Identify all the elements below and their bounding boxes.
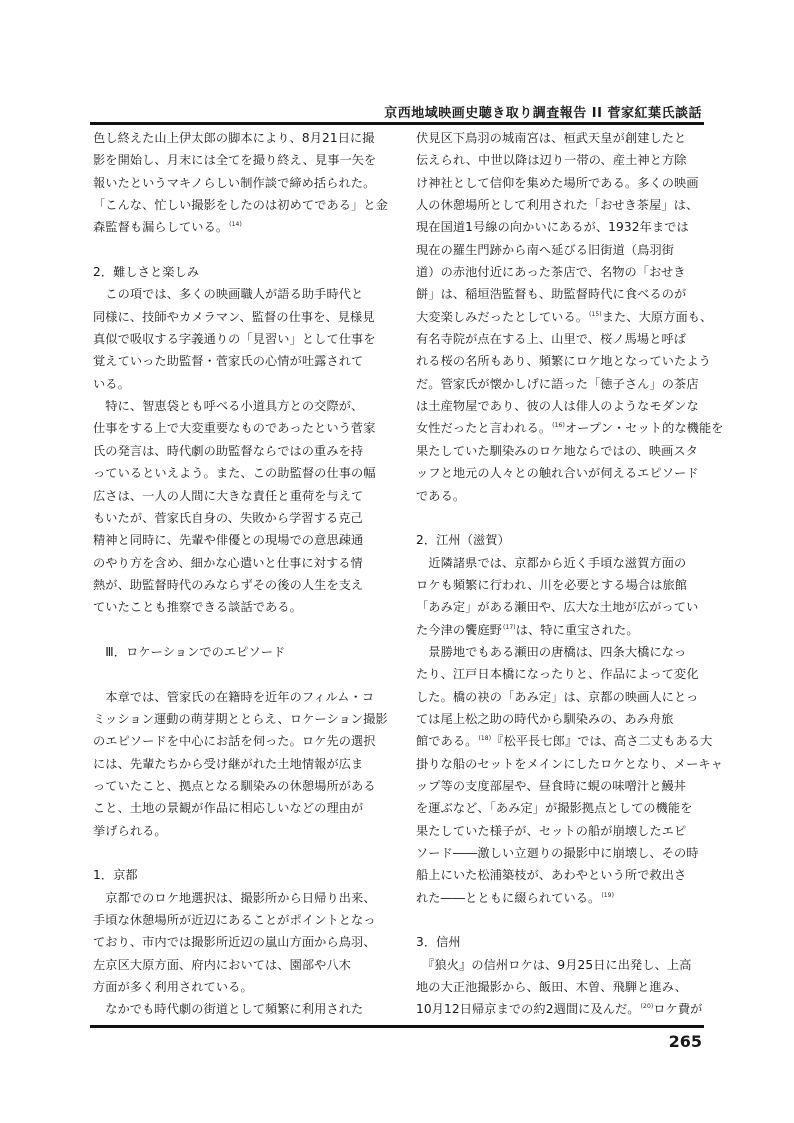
text-line — [93, 931, 389, 953]
line-text: け神社として信仰を集めた場所である。多くの映画 — [416, 175, 699, 190]
text-line — [93, 283, 389, 305]
text-line — [93, 194, 389, 216]
line-text: 館である。 — [416, 734, 478, 749]
line-text: Ⅲ．ロケーションでのエピソード — [93, 644, 286, 659]
line-text: 果たしていた馴染みのロケ地ならではの、映画スタ — [416, 443, 699, 458]
line-text: 特に、智恵袋とも呼べる小道具方との交際が、 — [93, 399, 364, 414]
text-line — [93, 417, 389, 439]
line-text: 地の大正池撮影から、飯田、木曽、飛騨と進み、 — [416, 980, 688, 995]
text-line — [416, 552, 712, 574]
text-line — [93, 820, 389, 842]
line-text: っていたこと、拠点となる馴染みの休憩場所がある — [93, 778, 376, 793]
line-text: 伝えられ、中世以降は辺り一帯の、産土神と方除 — [416, 153, 687, 168]
footnote-marker: (19) — [601, 891, 615, 899]
text-line — [416, 529, 712, 551]
text-line — [416, 462, 712, 484]
line-text: だ。管家氏が懐かしげに語った「徳子さん」の茶店 — [416, 376, 699, 391]
text-line — [416, 417, 724, 439]
line-text-continued: また、大原方面も、 — [601, 309, 713, 324]
text-line — [93, 485, 389, 507]
right-column — [416, 127, 724, 1021]
text-line — [93, 552, 389, 574]
text-line — [416, 864, 712, 886]
text-line — [93, 998, 389, 1020]
text-line — [416, 350, 712, 372]
line-text: 2．江州（滋賀） — [416, 533, 510, 548]
text-line — [416, 149, 712, 171]
text-line — [416, 216, 712, 238]
line-text: には、先輩たちから受け継がれた土地情報が広ま — [93, 756, 364, 771]
text-line — [93, 529, 389, 551]
text-line — [416, 730, 712, 752]
text-line — [416, 306, 712, 328]
text-line — [93, 306, 389, 328]
line-text: は土産物屋であり、彼の人は俳人のようなモダンな — [416, 399, 699, 414]
text-line — [416, 395, 712, 417]
line-text: 色し終えた山上伊太郎の脚本により、8月21日に撮 — [93, 131, 375, 145]
text-line — [416, 842, 712, 864]
text-line — [93, 373, 389, 395]
line-text: 果たしていた様子が、セットの船が崩壊したエピ — [416, 823, 687, 838]
text-line — [416, 574, 712, 596]
text-line — [93, 753, 389, 775]
text-line — [416, 596, 712, 618]
line-text: 「あみ定」がある瀬田や、広大な土地が広がってい — [416, 600, 699, 615]
running-header: 京西地域映画史聴き取り調査報告 II 菅家紅葉氏談話 — [384, 106, 702, 121]
text-line — [416, 663, 712, 685]
line-text: のやり方を含め、細かな心遣いと仕事に対する情 — [93, 555, 363, 570]
footnote-marker: (17) — [503, 623, 516, 631]
line-text: 手頃な休憩場所が近辺にあることがポイントとなっ — [93, 913, 376, 928]
line-text: 『狼火』の信州ロケは、9月25日に出発し、上高 — [416, 957, 692, 972]
text-line — [93, 730, 389, 752]
footer-rule — [90, 1025, 704, 1028]
footnote-marker: (20) — [640, 1003, 654, 1011]
line-text-continued: 『松平長七郎』では、高さ二丈もある大 — [491, 734, 713, 749]
line-text: 現在の羅生門跡から南へ延びる旧街道（鳥羽街 — [416, 242, 675, 257]
text-line — [93, 574, 389, 596]
line-text: ッフと地元の人々との触れ合いが伺えるエピソード — [416, 466, 699, 481]
text-line — [416, 797, 712, 819]
line-text: 道）の赤池付近にあった茶店で、名物の「おせき — [416, 265, 686, 280]
line-text: 影を開始し、月末には全てを撮り終え、見事一矢を — [93, 153, 377, 168]
line-text: 有名寺院が点在する上、山里で、桜ノ馬場と呼ば — [416, 332, 687, 347]
text-line — [93, 395, 389, 417]
text-line — [416, 708, 712, 730]
line-text: この項では、多くの映画職人が語る助手時代と — [93, 287, 364, 302]
text-line — [93, 887, 389, 909]
line-text: 2．難しさと楽しみ — [93, 265, 200, 280]
line-text: 伏見区下鳥羽の城南宮は、桓武天皇が創建したと — [416, 131, 687, 145]
line-text: 「こんな、忙しい撮影をしたのは初めてである」と金 — [93, 198, 388, 213]
text-line — [416, 686, 712, 708]
line-text-continued: は、特に重宝された。 — [515, 622, 639, 637]
left-column — [93, 127, 389, 1021]
blank-line — [416, 909, 712, 931]
text-line — [416, 485, 712, 507]
text-line — [93, 261, 389, 283]
text-line — [416, 440, 712, 462]
line-text: 本章では、管家氏の在籍時を近年のフィルム・コ — [93, 689, 375, 704]
line-text: いる。 — [93, 376, 130, 391]
text-line — [93, 350, 389, 372]
text-line — [93, 708, 389, 730]
line-text: 10月12日帰京までの約2週間に及んだ。 — [416, 1002, 640, 1017]
text-line — [416, 954, 712, 976]
line-text: 景勝地でもある瀬田の唐橋は、四条大橋になっ — [416, 644, 687, 659]
line-text: ソード――激しい立廻りの撮影中に崩壊し、その時 — [416, 846, 699, 860]
text-line — [93, 797, 389, 819]
line-text: れる桜の名所もあり、頻繁にロケ地となっていたよう — [416, 354, 711, 369]
line-text: ロケも頻繁に行われ、川を必要とする場合は旅館 — [416, 577, 688, 592]
line-text: 報いたというマキノらしい制作談で締め括られた。 — [93, 175, 376, 190]
line-text: 近隣諸県では、京都から近く手頃な滋賀方面の — [416, 555, 687, 570]
line-text: 覚えていった助監督・菅家氏の心情が吐露されて — [93, 354, 364, 369]
text-line — [416, 194, 712, 216]
line-text: 挙げられる。 — [93, 823, 167, 838]
line-text: ていたことも推察できる談話である。 — [93, 600, 302, 615]
line-text: 3．信州 — [416, 935, 461, 950]
text-line — [93, 686, 389, 708]
text-line — [416, 239, 712, 261]
page-number: 265 — [668, 1032, 702, 1051]
text-line — [416, 753, 723, 775]
text-line — [416, 931, 712, 953]
text-line — [416, 373, 712, 395]
line-text: 掛りな船のセットをメインにしたロケとなり、メーキャ — [416, 756, 723, 771]
text-line — [416, 641, 712, 663]
text-line — [416, 127, 712, 149]
line-text: れた――とともに綴られている。 — [416, 890, 601, 905]
blank-line — [416, 507, 712, 529]
line-text: 人の休憩場所として利用された「おせき茶屋」は、 — [416, 198, 699, 213]
text-line — [93, 954, 389, 976]
footnote-marker: (16) — [552, 422, 565, 430]
text-line — [93, 216, 389, 238]
line-text: 仕事をする上で大変重要なものであったという菅家 — [93, 421, 376, 436]
text-line — [93, 596, 389, 618]
text-line — [93, 172, 389, 194]
line-text: ップ等の支度部屋や、昼食時に蜆の味噌汁と鰻丼 — [416, 778, 687, 793]
text-line — [416, 328, 712, 350]
line-text: こと、土地の景観が作品に相応しいなどの理由が — [93, 801, 364, 816]
line-text: 左京区大原方面、府内においては、園部や八木 — [93, 957, 352, 972]
text-line — [93, 149, 389, 171]
text-line — [416, 887, 712, 909]
text-line — [93, 127, 389, 149]
text-line — [93, 462, 389, 484]
text-line — [416, 820, 712, 842]
header-rule — [90, 122, 704, 125]
text-line — [93, 440, 389, 462]
line-text: 真似で吸収する字義通りの「見習い」として仕事を — [93, 332, 376, 347]
footnote-marker: (15) — [589, 310, 602, 318]
text-line — [93, 641, 389, 663]
line-text-continued: ロケ費が — [653, 1002, 703, 1017]
footnote-marker: (14) — [229, 221, 242, 229]
text-line — [416, 775, 712, 797]
line-text-continued: オープン・セット的な機能を — [564, 421, 724, 436]
footnote-marker: (18) — [478, 735, 492, 743]
line-text: 現在国道1号線の向かいにあるが、1932年までは — [416, 220, 689, 235]
text-line — [416, 283, 712, 305]
text-line — [93, 775, 389, 797]
text-line — [93, 909, 389, 931]
text-line — [416, 976, 712, 998]
line-text: 広さは、一人の人間に大きな責任と重荷を与えて — [93, 488, 364, 503]
blank-line — [93, 663, 389, 685]
text-line — [416, 619, 712, 641]
line-text: のエピソードを中心にお話を伺った。ロケ先の選択 — [93, 734, 376, 749]
text-line — [416, 998, 712, 1020]
line-text: たり、江戸日本橋になったりと、作品によって変化 — [416, 667, 699, 682]
line-text: 女性だったと言われる。 — [416, 421, 552, 436]
blank-line — [93, 619, 389, 641]
line-text: 同様に、技師やカメラマン、監督の仕事を、見様見 — [93, 309, 375, 324]
line-text: を運ぶなど、「あみ定」が撮影拠点としての機能を — [416, 801, 693, 816]
line-text: ては尾上松之助の時代から馴染みの、あみ舟旅 — [416, 711, 674, 726]
line-text: なかでも時代劇の街道として頻繁に利用された — [93, 1002, 364, 1017]
line-text: 大変楽しみだったとしている。 — [416, 309, 589, 324]
line-text: 森監督も漏らしている。 — [93, 220, 229, 235]
line-text: 熱が、助監督時代のみならずその後の人生を支え — [93, 577, 364, 592]
line-text: 氏の発言は、時代劇の助監督ならではの重みを持 — [93, 443, 364, 458]
text-line — [93, 328, 389, 350]
line-text: した。橋の袂の「あみ定」は、京都の映画人にとっ — [416, 689, 699, 704]
line-text: 方面が多く利用されている。 — [93, 980, 253, 995]
line-text: ており、市内では撮影所近辺の嵐山方面から鳥羽、 — [93, 935, 376, 950]
line-text: 1．京都 — [93, 868, 138, 883]
blank-line — [93, 239, 389, 261]
text-line — [416, 172, 712, 194]
line-text: 船上にいた松浦築枝が、あわやという所で救出さ — [416, 868, 687, 883]
text-line — [93, 864, 389, 886]
line-text: である。 — [416, 488, 466, 503]
line-text: た今津の饗庭野 — [416, 622, 503, 637]
line-text: ミッション運動の萌芽期ととらえ、ロケーション撮影 — [93, 711, 388, 726]
line-text: 精神と同時に、先輩や俳優との現場での意思疎通 — [93, 533, 364, 548]
blank-line — [93, 842, 389, 864]
text-line — [416, 261, 712, 283]
line-text: 餅」は、稲垣浩監督も、助監督時代に食べるのが — [416, 287, 687, 302]
text-line — [93, 976, 389, 998]
text-line — [93, 507, 389, 529]
line-text: もいたが、菅家氏自身の、失敗から学習する克己 — [93, 510, 363, 525]
line-text: っているといえよう。また、この助監督の仕事の幅 — [93, 466, 376, 481]
line-text: 京都でのロケ地選択は、撮影所から日帰り出来、 — [93, 890, 376, 905]
